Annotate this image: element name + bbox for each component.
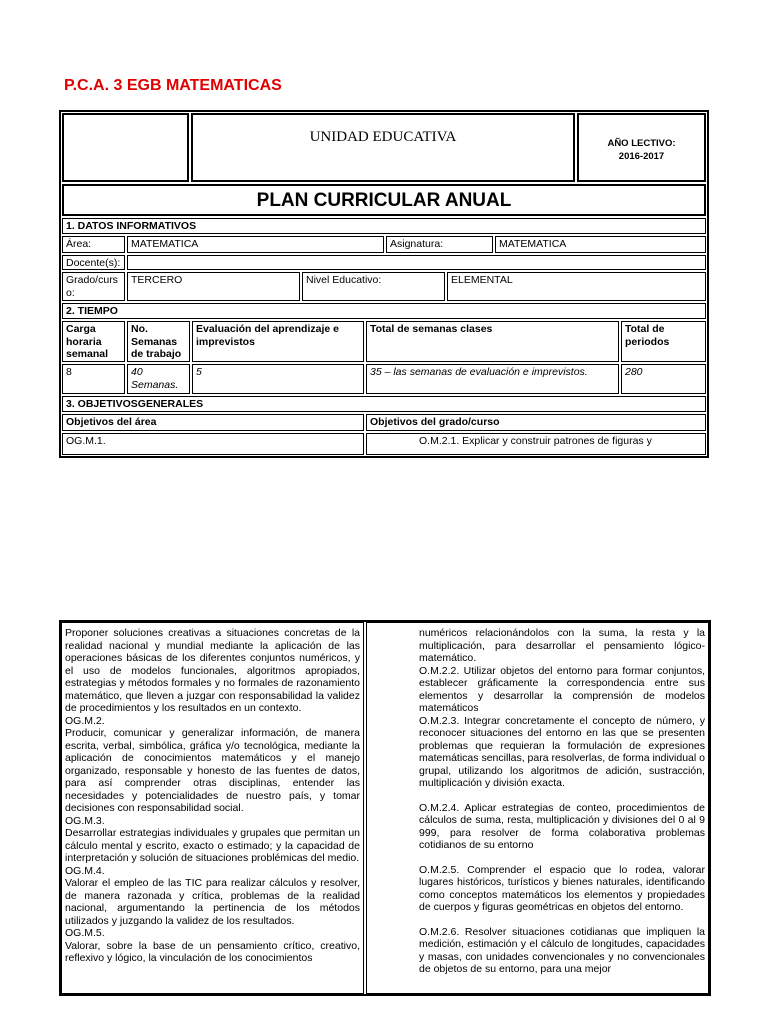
year-cell [577, 113, 706, 182]
tiempo-header-evaluacion: Evaluación del aprendizaje e imprevistos [192, 321, 364, 362]
spacer [419, 852, 705, 864]
plan-title-cell [62, 184, 706, 216]
nivel-value: ELEMENTAL [447, 272, 706, 301]
logo-cell [62, 113, 189, 182]
og-m3-code: OG.M.3. [65, 814, 105, 827]
og-m4-code: OG.M.4. [65, 864, 105, 877]
om-2-6-text: O.M.2.6. Resolver situaciones cotidianas que impliquen la medición, estimación y el cálculo de longitudes, capacidades y masas, con unidades convencionales y no convencionales de objetos de su entorno, para una mejor [419, 925, 705, 975]
spacer [419, 914, 705, 926]
tiempo-header-semanas: No. Semanas de trabajo [127, 321, 190, 362]
og-m3-text: Desarrollar estrategias individuales y grupales que permitan un cálculo mental y escrito, exacto o estimado; y la capacidad de interpretación y solución de situaciones problémicas del medio. [65, 827, 360, 864]
objetivos-grado-first: O.M.2.1. Explicar y construir patrones de figuras y [366, 433, 706, 455]
objetivos-area-first: OG.M.1. [62, 433, 364, 455]
og-m5-text: Valorar, sobre la base de un pensamiento crítico, creativo, reflexivo y lógico, la vinculación de los conocimientos [65, 939, 360, 964]
document-title: P.C.A. 3 EGB MATEMATICAS [64, 77, 282, 94]
docente-value [127, 255, 706, 270]
nivel-label: Nivel Educativo: [302, 272, 445, 301]
tiempo-value-periodos: 280 [621, 364, 706, 394]
grado-label [62, 272, 125, 301]
og-m4-text: Valorar el empleo de las TIC para realizar cálculos y resolver, de manera razonada y crítica, problemas de la realidad nacional, argumentando la pertinencia de los métodos utilizados y juzgando la validez de los resultados. [65, 877, 360, 927]
spacer [419, 790, 705, 802]
tiempo-header-carga: Carga horaria semanal [62, 321, 125, 362]
grado-value: TERCERO [127, 272, 300, 301]
og-m1-text: Proponer soluciones creativas a situaciones concretas de la realidad nacional y mundial mediante la aplicación de las operaciones básicas de los diferentes conjuntos numéricos, y el uso de modelos funcionales, algoritmos apropiados, estrategias y métodos formales y no formales de razonamiento matemático, que lleven a juzgar con responsabilidad la validez de procedimientos y los resultados en un contexto. [65, 627, 360, 714]
om-2-4-text: O.M.2.4. Aplicar estrategias de conteo, procedimientos de cálculos de suma, resta, multiplicación y divisiones del 0 al 9 999, para resolver de forma colaborativa problemas cotidianos de su entorno [419, 801, 705, 851]
tiempo-value-semanas: 40 Semanas. [127, 364, 190, 394]
section-objetivos: 3. OBJETIVOSGENERALES [62, 396, 706, 412]
institution-cell [191, 113, 575, 182]
year-label: AÑO LECTIVO: [607, 138, 676, 149]
asignatura-label: Asignatura: [386, 236, 493, 253]
om-2-2-text: O.M.2.2. Utilizar objetos del entorno para formar conjuntos, establecer gráficamente la correspondencia entre sus elementos y desarrollar la comprensión de modelos matemáticos [419, 664, 705, 714]
continuation-grado-cell [366, 622, 709, 994]
year-value: 2016-2017 [618, 150, 665, 162]
grado-label-line2: o: [66, 286, 75, 299]
docente-label: Docente(s): [62, 255, 125, 270]
area-value: MATEMATICA [127, 236, 384, 253]
plan-title: PLAN CURRICULAR ANUAL [256, 190, 512, 211]
area-label: Área: [62, 236, 125, 253]
om-2-5-text: O.M.2.5. Comprender el espacio que lo rodea, valorar lugares históricos, turísticos y bienes naturales, identificando como conceptos matemáticos los elementos y propiedades de cuerpos y figuras geométricas en objetos del entorno. [419, 863, 705, 913]
objetivos-area-header: Objetivos del área [62, 414, 364, 431]
tiempo-value-total-semanas: 35 – las semanas de evaluación e imprevistos. [366, 364, 619, 394]
institution-name: UNIDAD EDUCATIVA [309, 129, 457, 145]
section-datos: 1. DATOS INFORMATIVOS [62, 218, 706, 234]
grado-label-line1: Grado/curs [66, 274, 118, 286]
tiempo-header-periodos: Total de periodos [621, 321, 706, 362]
og-m5-code: OG.M.5. [65, 927, 105, 939]
om-2-1-cont: numéricos relacionándolos con la suma, la resta y la multiplicación, para desarrollar el pensamiento lógico-matemático. [419, 627, 705, 664]
tiempo-header-total-semanas: Total de semanas clases [366, 321, 619, 362]
section-tiempo: 2. TIEMPO [62, 303, 706, 319]
og-m2-code: OG.M.2. [65, 714, 105, 727]
tiempo-value-carga: 8 [62, 364, 125, 394]
continuation-area-cell [61, 622, 364, 994]
objetivos-grado-header: Objetivos del grado/curso [366, 414, 706, 431]
asignatura-value: MATEMATICA [495, 236, 706, 253]
tiempo-value-evaluacion: 5 [192, 364, 364, 394]
og-m2-text: Producir, comunicar y generalizar información, de manera escrita, verbal, simbólica, gráfica y/o tecnológica, mediante la aplicación de conocimientos matemáticos y el manejo organizado, responsable y honesto de las fuentes de datos, para así comprender otras disciplinas, entender las necesidades y potencialidades de nuestro país, y tomar decisiones con responsabilidad social. [65, 727, 360, 814]
om-2-3-text: O.M.2.3. Integrar concretamente el concepto de número, y reconocer situaciones del entorno en las que se presenten problemas que requieran la formulación de expresiones matemáticas sencillas, para resolverlas, de forma individual o grupal, utilizando los algoritmos de adición, sustracción, multiplicación y división exacta. [419, 714, 705, 789]
